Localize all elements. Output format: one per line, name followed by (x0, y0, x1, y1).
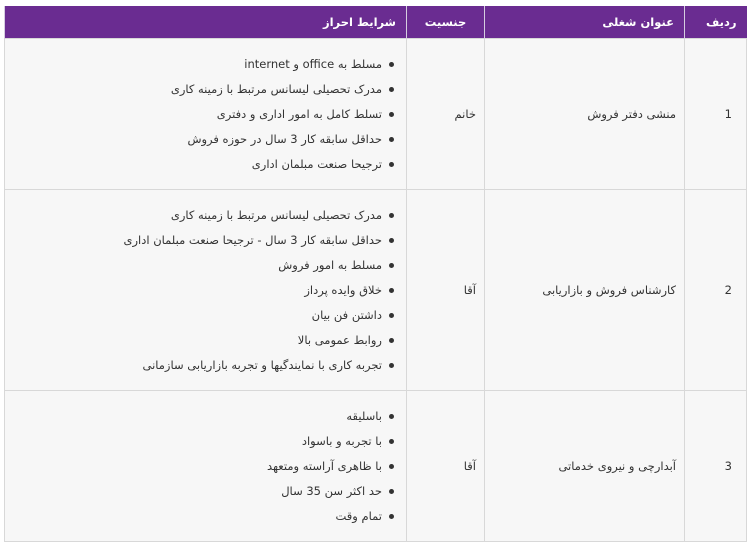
requirements-cell (5, 190, 407, 391)
requirement-item: باسلیقه (11, 404, 396, 429)
requirement-item: ترجیحا صنعت مبلمان اداری (11, 152, 396, 177)
header-job-title: عنوان شغلی (485, 6, 685, 39)
header-gender: جنسیت (407, 6, 485, 39)
job-title-cell: منشی دفتر فروش (485, 39, 685, 190)
requirement-item: تسلط کامل به امور اداری و دفتری (11, 102, 396, 127)
gender-cell: آقا (407, 190, 485, 391)
gender-cell: خانم (407, 39, 485, 190)
job-title-cell: آبدارچی و نیروی خدماتی (485, 391, 685, 542)
requirements-list (11, 404, 396, 529)
requirements-cell (5, 391, 407, 542)
requirement-item: حداقل سابقه کار 3 سال در حوزه فروش (11, 127, 396, 152)
gender-cell: آقا (407, 391, 485, 542)
requirement-item: مدرک تحصیلی لیسانس مرتبط با زمینه کاری (11, 203, 396, 228)
requirement-item: خلاق وایده پرداز (11, 278, 396, 303)
requirements-cell (5, 39, 407, 190)
row-number-cell: 2 (685, 190, 747, 391)
requirement-item: با تجربه و باسواد (11, 429, 396, 454)
job-listing-container (4, 6, 746, 542)
requirement-item: مسلط به امور فروش (11, 253, 396, 278)
requirement-item: داشتن فن بیان (11, 303, 396, 328)
job-listing-table (4, 6, 747, 542)
table-header-row (5, 6, 747, 39)
table-row (5, 39, 747, 190)
requirement-item: حداقل سابقه کار 3 سال - ترجیحا صنعت مبلمان اداری (11, 228, 396, 253)
table-row (5, 391, 747, 542)
requirement-item: مسلط به office و internet (11, 52, 396, 77)
requirement-item: مدرک تحصیلی لیسانس مرتبط با زمینه کاری (11, 77, 396, 102)
requirement-item: با ظاهری آراسته ومتعهد (11, 454, 396, 479)
requirement-item: روابط عمومی بالا (11, 328, 396, 353)
requirements-list (11, 52, 396, 177)
header-requirements: شرایط احراز (5, 6, 407, 39)
requirements-list (11, 203, 396, 378)
header-row-number: ردیف (685, 6, 747, 39)
requirement-item: حد اکثر سن 35 سال (11, 479, 396, 504)
row-number-cell: 1 (685, 39, 747, 190)
table-row (5, 190, 747, 391)
requirement-item: تمام وقت (11, 504, 396, 529)
row-number-cell: 3 (685, 391, 747, 542)
job-title-cell: کارشناس فروش و بازاریابی (485, 190, 685, 391)
requirement-item: تجربه کاری با نمایندگیها و تجربه بازاریابی سازمانی (11, 353, 396, 378)
